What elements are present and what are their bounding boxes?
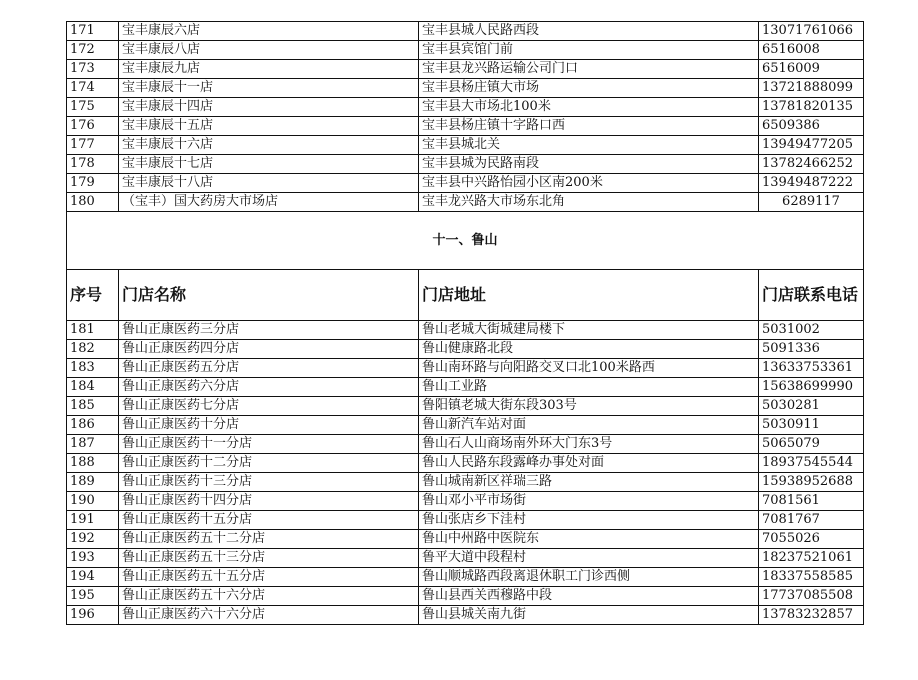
cell-phone: 6516008: [759, 41, 864, 60]
cell-phone: 15938952688: [759, 473, 864, 492]
cell-no: 191: [67, 511, 119, 530]
cell-address: 鲁山县西关西穆路中段: [419, 587, 759, 606]
cell-no: 187: [67, 435, 119, 454]
cell-address: 鲁山邓小平市场街: [419, 492, 759, 511]
header-row: [67, 270, 864, 321]
table-row: [67, 340, 864, 359]
table-row: [67, 22, 864, 41]
table-row: [67, 378, 864, 397]
cell-no: 177: [67, 136, 119, 155]
cell-phone: 13949487222: [759, 174, 864, 193]
cell-no: 174: [67, 79, 119, 98]
section-row: [67, 212, 864, 270]
header-phone: 门店联系电话: [759, 270, 864, 321]
cell-name: 鲁山正康医药五十五分店: [119, 568, 419, 587]
cell-address: 宝丰县城北关: [419, 136, 759, 155]
cell-name: 宝丰康辰九店: [119, 60, 419, 79]
cell-name: 宝丰康辰十一店: [119, 79, 419, 98]
cell-name: 鲁山正康医药五分店: [119, 359, 419, 378]
table-row: [67, 155, 864, 174]
cell-address: 鲁山张店乡下洼村: [419, 511, 759, 530]
cell-address: 宝丰县杨庄镇十字路口西: [419, 117, 759, 136]
cell-phone: 13721888099: [759, 79, 864, 98]
table-row: [67, 568, 864, 587]
cell-name: 鲁山正康医药十五分店: [119, 511, 419, 530]
store-table: [66, 21, 864, 625]
cell-address: 宝丰龙兴路大市场东北角: [419, 193, 759, 212]
cell-phone: 13949477205: [759, 136, 864, 155]
cell-phone: 18337558585: [759, 568, 864, 587]
cell-name: 鲁山正康医药十二分店: [119, 454, 419, 473]
cell-no: 180: [67, 193, 119, 212]
table-row: [67, 549, 864, 568]
table-row: [67, 416, 864, 435]
cell-address: 宝丰县龙兴路运输公司门口: [419, 60, 759, 79]
table-row: [67, 174, 864, 193]
cell-address: 宝丰县城人民路西段: [419, 22, 759, 41]
table-row: [67, 454, 864, 473]
cell-phone: 13781820135: [759, 98, 864, 117]
table-row: [67, 79, 864, 98]
cell-phone: 7081767: [759, 511, 864, 530]
cell-address: 鲁山健康路北段: [419, 340, 759, 359]
cell-address: 宝丰县杨庄镇大市场: [419, 79, 759, 98]
cell-name: （宝丰）国大药房大市场店: [119, 193, 419, 212]
cell-phone: 13633753361: [759, 359, 864, 378]
cell-no: 194: [67, 568, 119, 587]
cell-phone: 6516009: [759, 60, 864, 79]
cell-name: 鲁山正康医药三分店: [119, 321, 419, 340]
cell-address: 鲁山南环路与向阳路交叉口北100米路西: [419, 359, 759, 378]
cell-no: 188: [67, 454, 119, 473]
cell-phone: 18237521061: [759, 549, 864, 568]
cell-no: 181: [67, 321, 119, 340]
table-row: [67, 473, 864, 492]
cell-phone: 13071761066: [759, 22, 864, 41]
cell-name: 鲁山正康医药五十三分店: [119, 549, 419, 568]
cell-address: 鲁山石人山商场南外环大门东3号: [419, 435, 759, 454]
cell-name: 鲁山正康医药四分店: [119, 340, 419, 359]
table-row: [67, 136, 864, 155]
cell-no: 183: [67, 359, 119, 378]
table-row: [67, 193, 864, 212]
cell-no: 195: [67, 587, 119, 606]
table-row: [67, 41, 864, 60]
table-row: [67, 359, 864, 378]
cell-address: 鲁山县城关南九街: [419, 606, 759, 625]
cell-address: 鲁山顺城路西段离退休职工门诊西侧: [419, 568, 759, 587]
cell-no: 189: [67, 473, 119, 492]
cell-address: 宝丰县宾馆门前: [419, 41, 759, 60]
table-row: [67, 435, 864, 454]
table-row: [67, 606, 864, 625]
cell-address: 宝丰县城为民路南段: [419, 155, 759, 174]
cell-no: 193: [67, 549, 119, 568]
cell-address: 鲁山老城大街城建局楼下: [419, 321, 759, 340]
table-row: [67, 60, 864, 79]
cell-name: 宝丰康辰十四店: [119, 98, 419, 117]
cell-no: 192: [67, 530, 119, 549]
header-address: 门店地址: [419, 270, 759, 321]
cell-phone: 13782466252: [759, 155, 864, 174]
cell-address: 宝丰县中兴路怡园小区南200米: [419, 174, 759, 193]
cell-name: 鲁山正康医药十一分店: [119, 435, 419, 454]
cell-no: 185: [67, 397, 119, 416]
cell-name: 鲁山正康医药五十六分店: [119, 587, 419, 606]
cell-no: 196: [67, 606, 119, 625]
cell-name: 宝丰康辰十五店: [119, 117, 419, 136]
cell-no: 175: [67, 98, 119, 117]
table-row: [67, 98, 864, 117]
cell-name: 宝丰康辰十八店: [119, 174, 419, 193]
table-row: [67, 492, 864, 511]
table-row: [67, 511, 864, 530]
cell-name: 鲁山正康医药七分店: [119, 397, 419, 416]
cell-phone: 7081561: [759, 492, 864, 511]
cell-name: 鲁山正康医药五十二分店: [119, 530, 419, 549]
cell-phone: 5031002: [759, 321, 864, 340]
cell-address: 鲁山新汽车站对面: [419, 416, 759, 435]
cell-name: 鲁山正康医药六十六分店: [119, 606, 419, 625]
cell-phone: 15638699990: [759, 378, 864, 397]
cell-name: 鲁山正康医药六分店: [119, 378, 419, 397]
cell-address: 鲁山人民路东段露峰办事处对面: [419, 454, 759, 473]
cell-address: 鲁阳镇老城大街东段303号: [419, 397, 759, 416]
cell-no: 182: [67, 340, 119, 359]
cell-phone: 17737085508: [759, 587, 864, 606]
cell-phone: 5091336: [759, 340, 864, 359]
cell-phone: 6289117: [759, 193, 864, 212]
cell-phone: 5030911: [759, 416, 864, 435]
cell-address: 鲁山中州路中医院东: [419, 530, 759, 549]
cell-no: 186: [67, 416, 119, 435]
cell-name: 鲁山正康医药十分店: [119, 416, 419, 435]
cell-address: 宝丰县大市场北100米: [419, 98, 759, 117]
cell-address: 鲁山工业路: [419, 378, 759, 397]
section-title: 十一、鲁山: [67, 212, 864, 270]
cell-phone: 5065079: [759, 435, 864, 454]
cell-phone: 13783232857: [759, 606, 864, 625]
cell-no: 190: [67, 492, 119, 511]
cell-phone: 7055026: [759, 530, 864, 549]
header-no: 序号: [67, 270, 119, 321]
top-rows: [67, 22, 864, 212]
cell-name: 宝丰康辰六店: [119, 22, 419, 41]
cell-name: 宝丰康辰十七店: [119, 155, 419, 174]
cell-no: 171: [67, 22, 119, 41]
table-row: [67, 397, 864, 416]
table-row: [67, 530, 864, 549]
table-row: [67, 321, 864, 340]
cell-name: 宝丰康辰十六店: [119, 136, 419, 155]
main-rows: [67, 321, 864, 625]
cell-name: 宝丰康辰八店: [119, 41, 419, 60]
cell-no: 184: [67, 378, 119, 397]
table-row: [67, 117, 864, 136]
cell-no: 179: [67, 174, 119, 193]
cell-no: 176: [67, 117, 119, 136]
cell-phone: 6509386: [759, 117, 864, 136]
cell-address: 鲁山城南新区祥瑞三路: [419, 473, 759, 492]
cell-no: 173: [67, 60, 119, 79]
cell-no: 172: [67, 41, 119, 60]
cell-no: 178: [67, 155, 119, 174]
cell-name: 鲁山正康医药十四分店: [119, 492, 419, 511]
cell-name: 鲁山正康医药十三分店: [119, 473, 419, 492]
cell-phone: 18937545544: [759, 454, 864, 473]
cell-address: 鲁平大道中段程村: [419, 549, 759, 568]
table-row: [67, 587, 864, 606]
header-name: 门店名称: [119, 270, 419, 321]
cell-phone: 5030281: [759, 397, 864, 416]
